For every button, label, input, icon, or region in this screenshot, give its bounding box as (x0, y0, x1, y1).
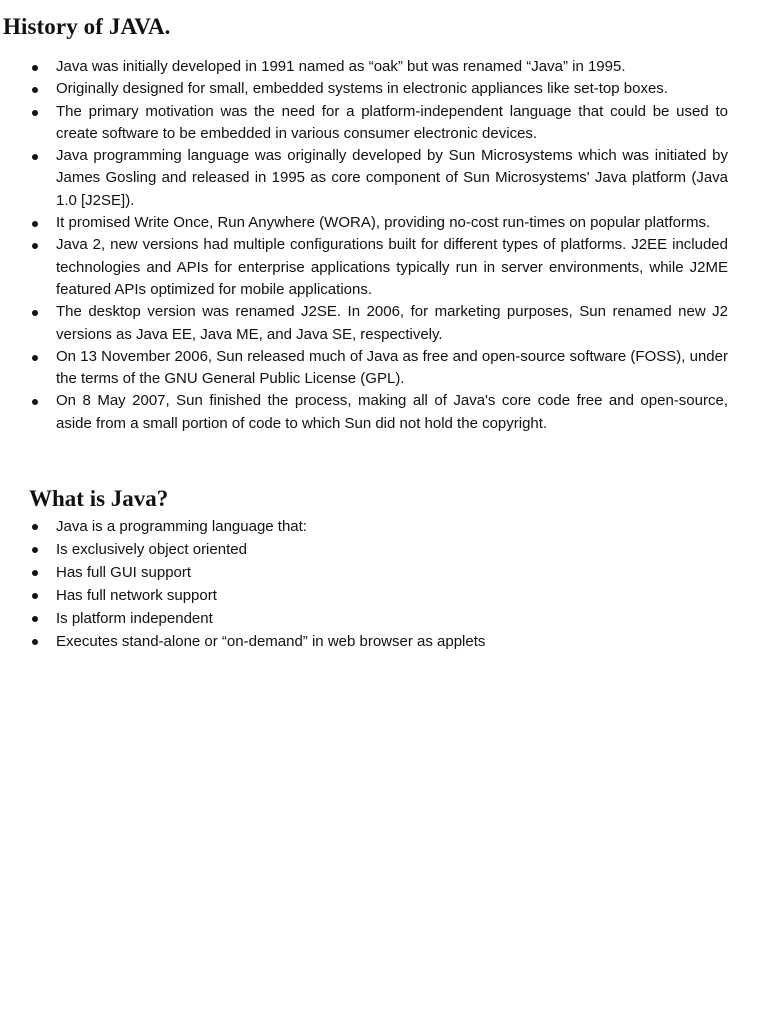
bullet-icon (32, 547, 38, 553)
list-item (29, 234, 728, 301)
bullet-icon (32, 87, 38, 93)
bullet-icon (32, 243, 38, 249)
list-item-text: Is exclusively object oriented (56, 541, 247, 558)
list-item (29, 101, 728, 146)
history-heading: History of JAVA. (3, 14, 171, 39)
list-item-text: The desktop version was renamed J2SE. In 2006, for marketing purposes, Sun renamed new J2 versions as Java EE, Java ME, and Java SE, respectively. (56, 303, 728, 343)
bullet-icon (32, 593, 38, 599)
list-item (29, 515, 728, 538)
list-item (29, 630, 728, 653)
list-item (29, 56, 728, 78)
list-item-text: The primary motivation was the need for a platform-independent language that could be used to create software to be embedded in various consumer electronic devices. (56, 102, 728, 142)
list-item (29, 145, 728, 212)
bullet-icon (32, 616, 38, 622)
list-item-text: Has full GUI support (56, 564, 192, 581)
list-item-text: Is platform independent (56, 610, 213, 627)
list-item-text: Java was initially developed in 1991 named as “oak” but was renamed “Java” in 1995. (56, 58, 626, 75)
list-item (29, 538, 728, 561)
what-is-java-bullet-list (29, 515, 728, 653)
bullet-icon (32, 154, 38, 160)
bullet-icon (32, 355, 38, 361)
list-item-text: Executes stand-alone or “on-demand” in web browser as applets (56, 633, 486, 650)
list-item-text: Has full network support (56, 587, 217, 604)
list-item (29, 78, 728, 100)
list-item-text: Java 2, new versions had multiple configurations built for different types of platforms. J2EE included technologies and APIs for enterprise applications typically run in server environments, while J2ME featured APIs optimized for mobile applications. (56, 236, 728, 298)
list-item (29, 584, 728, 607)
bullet-icon (32, 110, 38, 116)
list-item (29, 607, 728, 630)
bullet-icon (32, 65, 38, 71)
bullet-icon (32, 524, 38, 530)
list-item (29, 212, 728, 234)
bullet-icon (32, 570, 38, 576)
list-item (29, 346, 728, 391)
list-item-text: On 8 May 2007, Sun finished the process, making all of Java's core code free and open-source, aside from a small portion of code to which Sun did not hold the copyright. (56, 392, 728, 432)
list-item-text: Originally designed for small, embedded systems in electronic appliances like set-top boxes. (56, 80, 668, 98)
list-item-text: On 13 November 2006, Sun released much of Java as free and open-source software (FOSS), under the terms of the GNU General Public License (GPL). (56, 347, 728, 388)
history-bullet-list (29, 56, 728, 435)
list-item-text: Java programming language was originally developed by Sun Microsystems which was initiated by James Gosling and released in 1995 as core component of Sun Microsystems' Java platform (Java 1.0 [J2SE]). (56, 147, 728, 209)
bullet-icon (32, 399, 38, 405)
bullet-icon (32, 221, 38, 227)
bullet-icon (32, 639, 38, 645)
bullet-icon (32, 310, 38, 316)
list-item (29, 301, 728, 346)
list-item (29, 390, 728, 435)
list-item-text: Java is a programming language that: (56, 518, 307, 535)
list-item-text: It promised Write Once, Run Anywhere (WORA), providing no-cost run-times on popular platforms. (56, 214, 711, 232)
list-item (29, 561, 728, 584)
what-is-java-heading: What is Java? (29, 486, 169, 511)
